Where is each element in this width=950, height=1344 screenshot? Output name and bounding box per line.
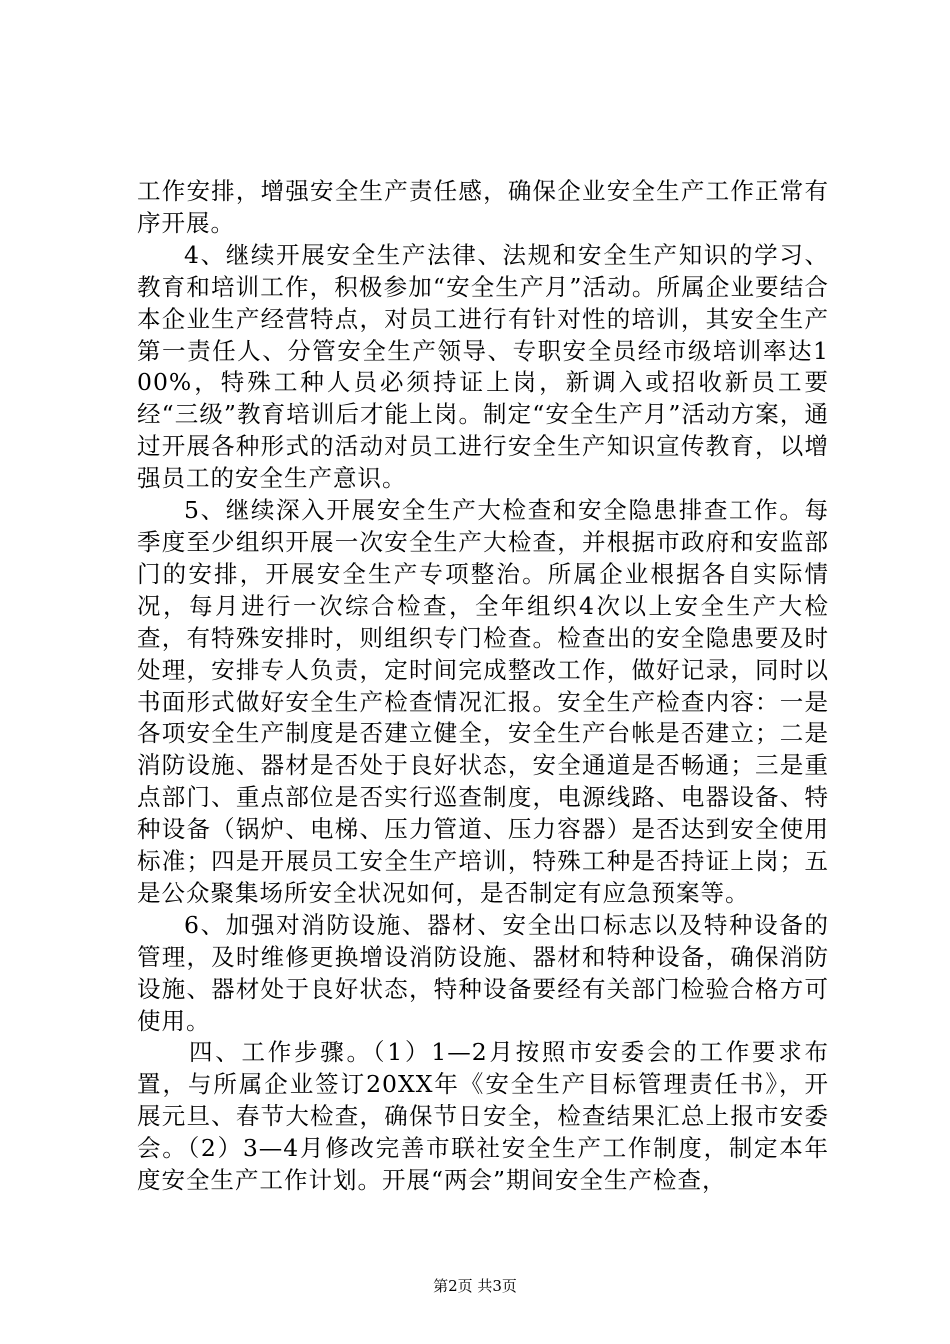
paragraph-item-5: 5、继续深入开展安全生产大检查和安全隐患排查工作。每季度至少组织开展一次安全生产大检查，并根据市政府和安监部门的安排，开展安全生产专项整治。所属企业根据各自实际情况，每月进行一次综合检查，全年组织4次以上安全生产大检查，有特殊安排时，则组织专门检查。检查出的安全隐患要及时处理，安排专人负责，定时间完成整改工作，做好记录，同时以书面形式做好安全生产检查情况汇报。安全生产检查内容：一是各项安全生产制度是否建立健全，安全生产台帐是否建立；二是消防设施、器材是否处于良好状态，安全通道是否畅通；三是重点部门、重点部位是否实行巡查制度，电源线路、电器设备、特种设备（锅炉、电梯、压力管道、压力容器）是否达到安全使用标准；四是开展员工安全生产培训，特殊工种是否持证上岗；五是公众聚集场所安全状况如何，是否制定有应急预案等。: [137, 496, 829, 907]
page-footer: 第2页 共3页: [433, 1277, 517, 1295]
paragraph-item-4: 4、继续开展安全生产法律、法规和安全生产知识的学习、教育和培训工作，积极参加“安全生产月”活动。所属企业要结合本企业生产经营特点，对员工进行有针对性的培训，其安全生产第一责任人、分管安全生产领导、专职安全员经市级培训率达100%，特殊工种人员必须持证上岗，新调入或招收新员工要经“三级”教育培训后才能上岗。制定“安全生产月”活动方案，通过开展各种形式的活动对员工进行安全生产知识宣传教育，以增强员工的安全生产意识。: [137, 240, 829, 493]
paragraph-continuation: 工作安排，增强安全生产责任感，确保企业安全生产工作正常有序开展。: [137, 177, 829, 237]
paragraph-work-steps: 四、工作步骤。（1）1—2月按照市安委会的工作要求布置，与所属企业签订20XX年《安全生产目标管理责任书》，开展元旦、春节大检查，确保节日安全，检查结果汇总上报市安委会。（2）3—4月修改完善市联社安全生产工作制度，制定本年度安全生产工作计划。开展“两会”期间安全生产检查，: [137, 1038, 829, 1195]
document-body: [137, 176, 829, 1197]
paragraph-item-6: 6、加强对消防设施、器材、安全出口标志以及特种设备的管理，及时维修更换增设消防设施、器材和特种设备，确保消防设施、器材处于良好状态，特种设备要经有关部门检验合格方可使用。: [137, 910, 829, 1035]
